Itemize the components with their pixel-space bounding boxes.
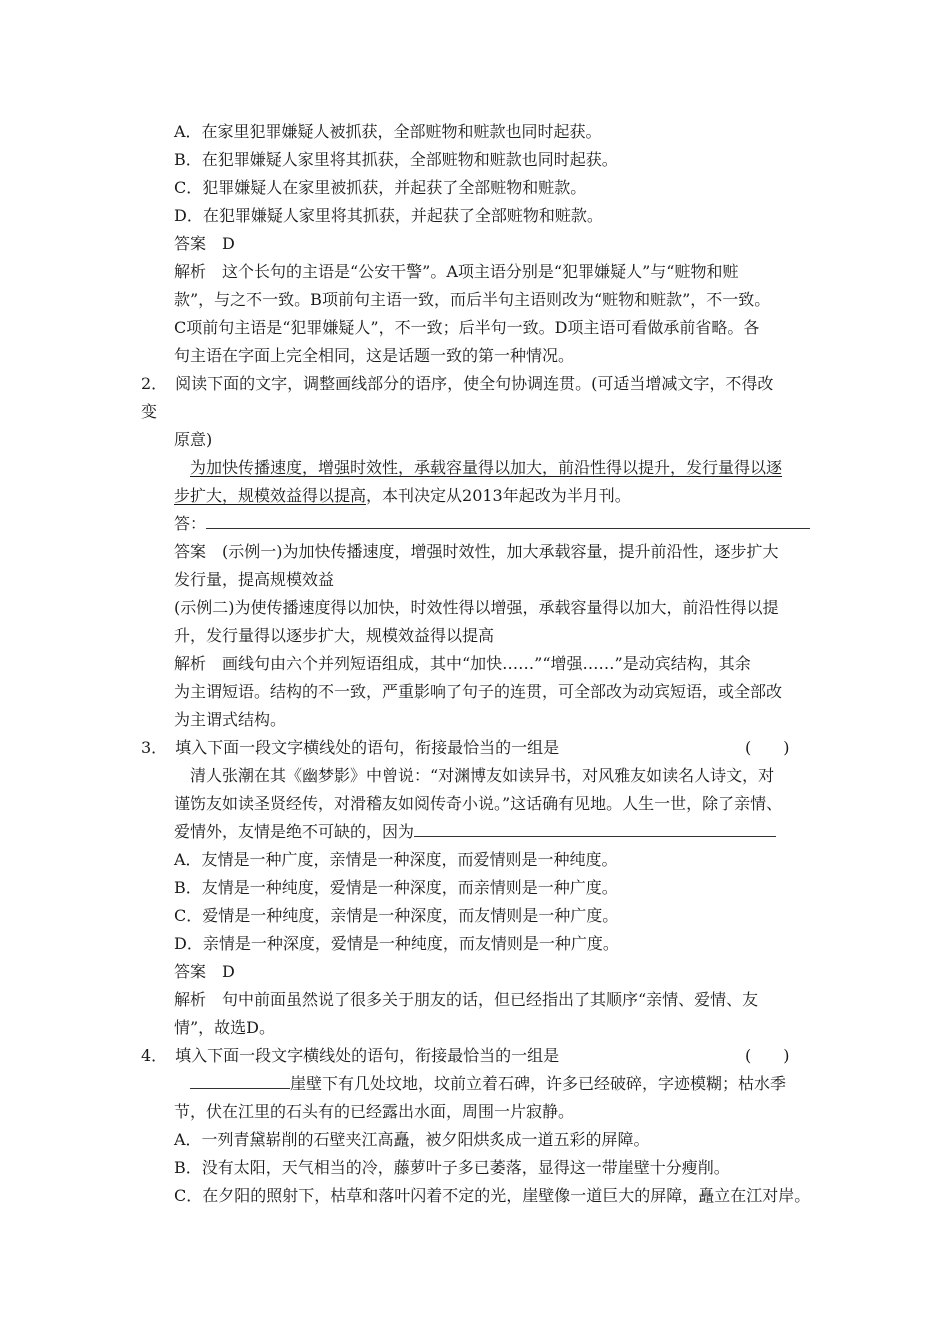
q2-answer-line: 发行量，提高规模效益 bbox=[174, 570, 335, 589]
q3-option-b: B．友情是一种纯度，爱情是一种深度，而亲情则是一种广度。 bbox=[174, 878, 618, 897]
q3-option-d: D．亲情是一种深度，爱情是一种纯度，而友情则是一种广度。 bbox=[174, 934, 619, 953]
q3-answer: 答案 D bbox=[174, 962, 235, 981]
q4-fill-blank[interactable] bbox=[190, 1072, 290, 1089]
q3-fill-blank[interactable] bbox=[414, 820, 776, 837]
q3-passage-line: 谨饬友如读圣贤经传，对滑稽友如阅传奇小说。”这话确有见地。人生一世，除了亲情、 bbox=[174, 794, 783, 813]
q4-passage-text: 崖壁下有几处坟地，坟前立着石碑，许多已经破碎，字迹模糊；枯水季 bbox=[290, 1074, 787, 1093]
q2-underlined-text: 步扩大，规模效益得以提高 bbox=[174, 486, 367, 505]
q1-option-c: C．犯罪嫌疑人在家里被抓获，并起获了全部赃物和赃款。 bbox=[174, 178, 587, 197]
q3-option-a: A．友情是一种广度，亲情是一种深度，而爱情则是一种纯度。 bbox=[174, 850, 618, 869]
q2-analysis-line: 为主谓式结构。 bbox=[174, 710, 287, 729]
q3-passage-line: 清人张潮在其《幽梦影》中曾说：“对渊博友如读异书，对风雅友如读名人诗文，对 bbox=[190, 766, 775, 785]
q2-answer-prompt-line bbox=[174, 512, 810, 536]
q2-answer-prompt: 答： bbox=[174, 514, 207, 533]
q3-answer-paren[interactable]: ( ) bbox=[745, 738, 790, 757]
q2-answer-blank[interactable] bbox=[206, 512, 810, 529]
q2-passage-line bbox=[174, 484, 631, 508]
q4-option-b: B．没有太阳，天气相当的冷，藤萝叶子多已萎落，显得这一带崖壁十分瘦削。 bbox=[174, 1158, 730, 1177]
q1-analysis-line: C项前句主语是“犯罪嫌疑人”，不一致；后半句一致。D项主语可看做承前省略。各 bbox=[174, 318, 760, 337]
q2-underlined-text: 为加快传播速度，增强时效性，承载容量得以加大，前沿性得以提升，发行量得以逐 bbox=[190, 458, 783, 477]
q3-option-c: C．爱情是一种纯度，亲情是一种深度，而友情则是一种广度。 bbox=[174, 906, 619, 925]
q1-answer: 答案 D bbox=[174, 234, 235, 253]
q1-option-d: D．在犯罪嫌疑人家里将其抓获，并起获了全部赃物和赃款。 bbox=[174, 206, 603, 225]
q2-stem-wrap: 变 bbox=[141, 402, 158, 421]
q3-passage-last-line bbox=[174, 820, 776, 844]
q2-answer-line: (示例二)为使传播速度得以加快，时效性得以增强，承载容量得以加大，前沿性得以提 bbox=[174, 598, 779, 617]
q4-stem: 4． 填入下面一段文字横线处的语句，衔接最恰当的一组是 bbox=[141, 1046, 560, 1065]
q4-option-a: A．一列青黛崭削的石壁夹江高矗，被夕阳烘炙成一道五彩的屏障。 bbox=[174, 1130, 650, 1149]
q4-option-c: C．在夕阳的照射下，枯草和落叶闪着不定的光，崖壁像一道巨大的屏障，矗立在江对岸。 bbox=[174, 1186, 811, 1205]
q2-stem: 2． 阅读下面的文字，调整画线部分的语序，使全句协调连贯。(可适当增减文字，不得改 bbox=[141, 374, 774, 393]
q3-stem: 3． 填入下面一段文字横线处的语句，衔接最恰当的一组是 bbox=[141, 738, 560, 757]
q4-passage-line: 节，伏在江里的石头有的已经露出水面，周围一片寂静。 bbox=[174, 1102, 575, 1121]
q2-passage-tail: ，本刊决定从2013年起改为半月刊。 bbox=[366, 486, 631, 505]
q4-answer-paren[interactable]: ( ) bbox=[745, 1046, 790, 1065]
q4-passage-line bbox=[190, 1072, 786, 1096]
q2-analysis-line: 为主谓短语。结构的不一致，严重影响了句子的连贯，可全部改为动宾短语，或全部改 bbox=[174, 682, 783, 701]
q2-answer-line: 升，发行量得以逐步扩大，规模效益得以提高 bbox=[174, 626, 495, 645]
q1-analysis-line: 句主语在字面上完全相同，这是话题一致的第一种情况。 bbox=[174, 346, 575, 365]
q1-analysis-line: 解析 这个长句的主语是“公安干警”。A项主语分别是“犯罪嫌疑人”与“赃物和赃 bbox=[174, 262, 739, 281]
q2-analysis-line: 解析 画线句由六个并列短语组成，其中“加快……”“增强……”是动宾结构，其余 bbox=[174, 654, 751, 673]
q2-passage-line bbox=[190, 456, 782, 480]
q2-stem-wrap: 原意) bbox=[174, 430, 213, 449]
q1-analysis-line: 款”，与之不一致。B项前句主语一致，而后半句主语则改为“赃物和赃款”，不一致。 bbox=[174, 290, 771, 309]
q2-answer-line: 答案 (示例一)为加快传播速度，增强时效性，加大承载容量，提升前沿性，逐步扩大 bbox=[174, 542, 779, 561]
q3-passage-text: 爱情外，友情是绝不可缺的，因为 bbox=[174, 822, 415, 841]
q3-analysis-line: 解析 句中前面虽然说了很多关于朋友的话，但已经指出了其顺序“亲情、爱情、友 bbox=[174, 990, 759, 1009]
q1-option-b: B．在犯罪嫌疑人家里将其抓获，全部赃物和赃款也同时起获。 bbox=[174, 150, 618, 169]
q1-option-a: A．在家里犯罪嫌疑人被抓获，全部赃物和赃款也同时起获。 bbox=[174, 122, 602, 141]
q3-analysis-line: 情”，故选D。 bbox=[174, 1018, 276, 1037]
